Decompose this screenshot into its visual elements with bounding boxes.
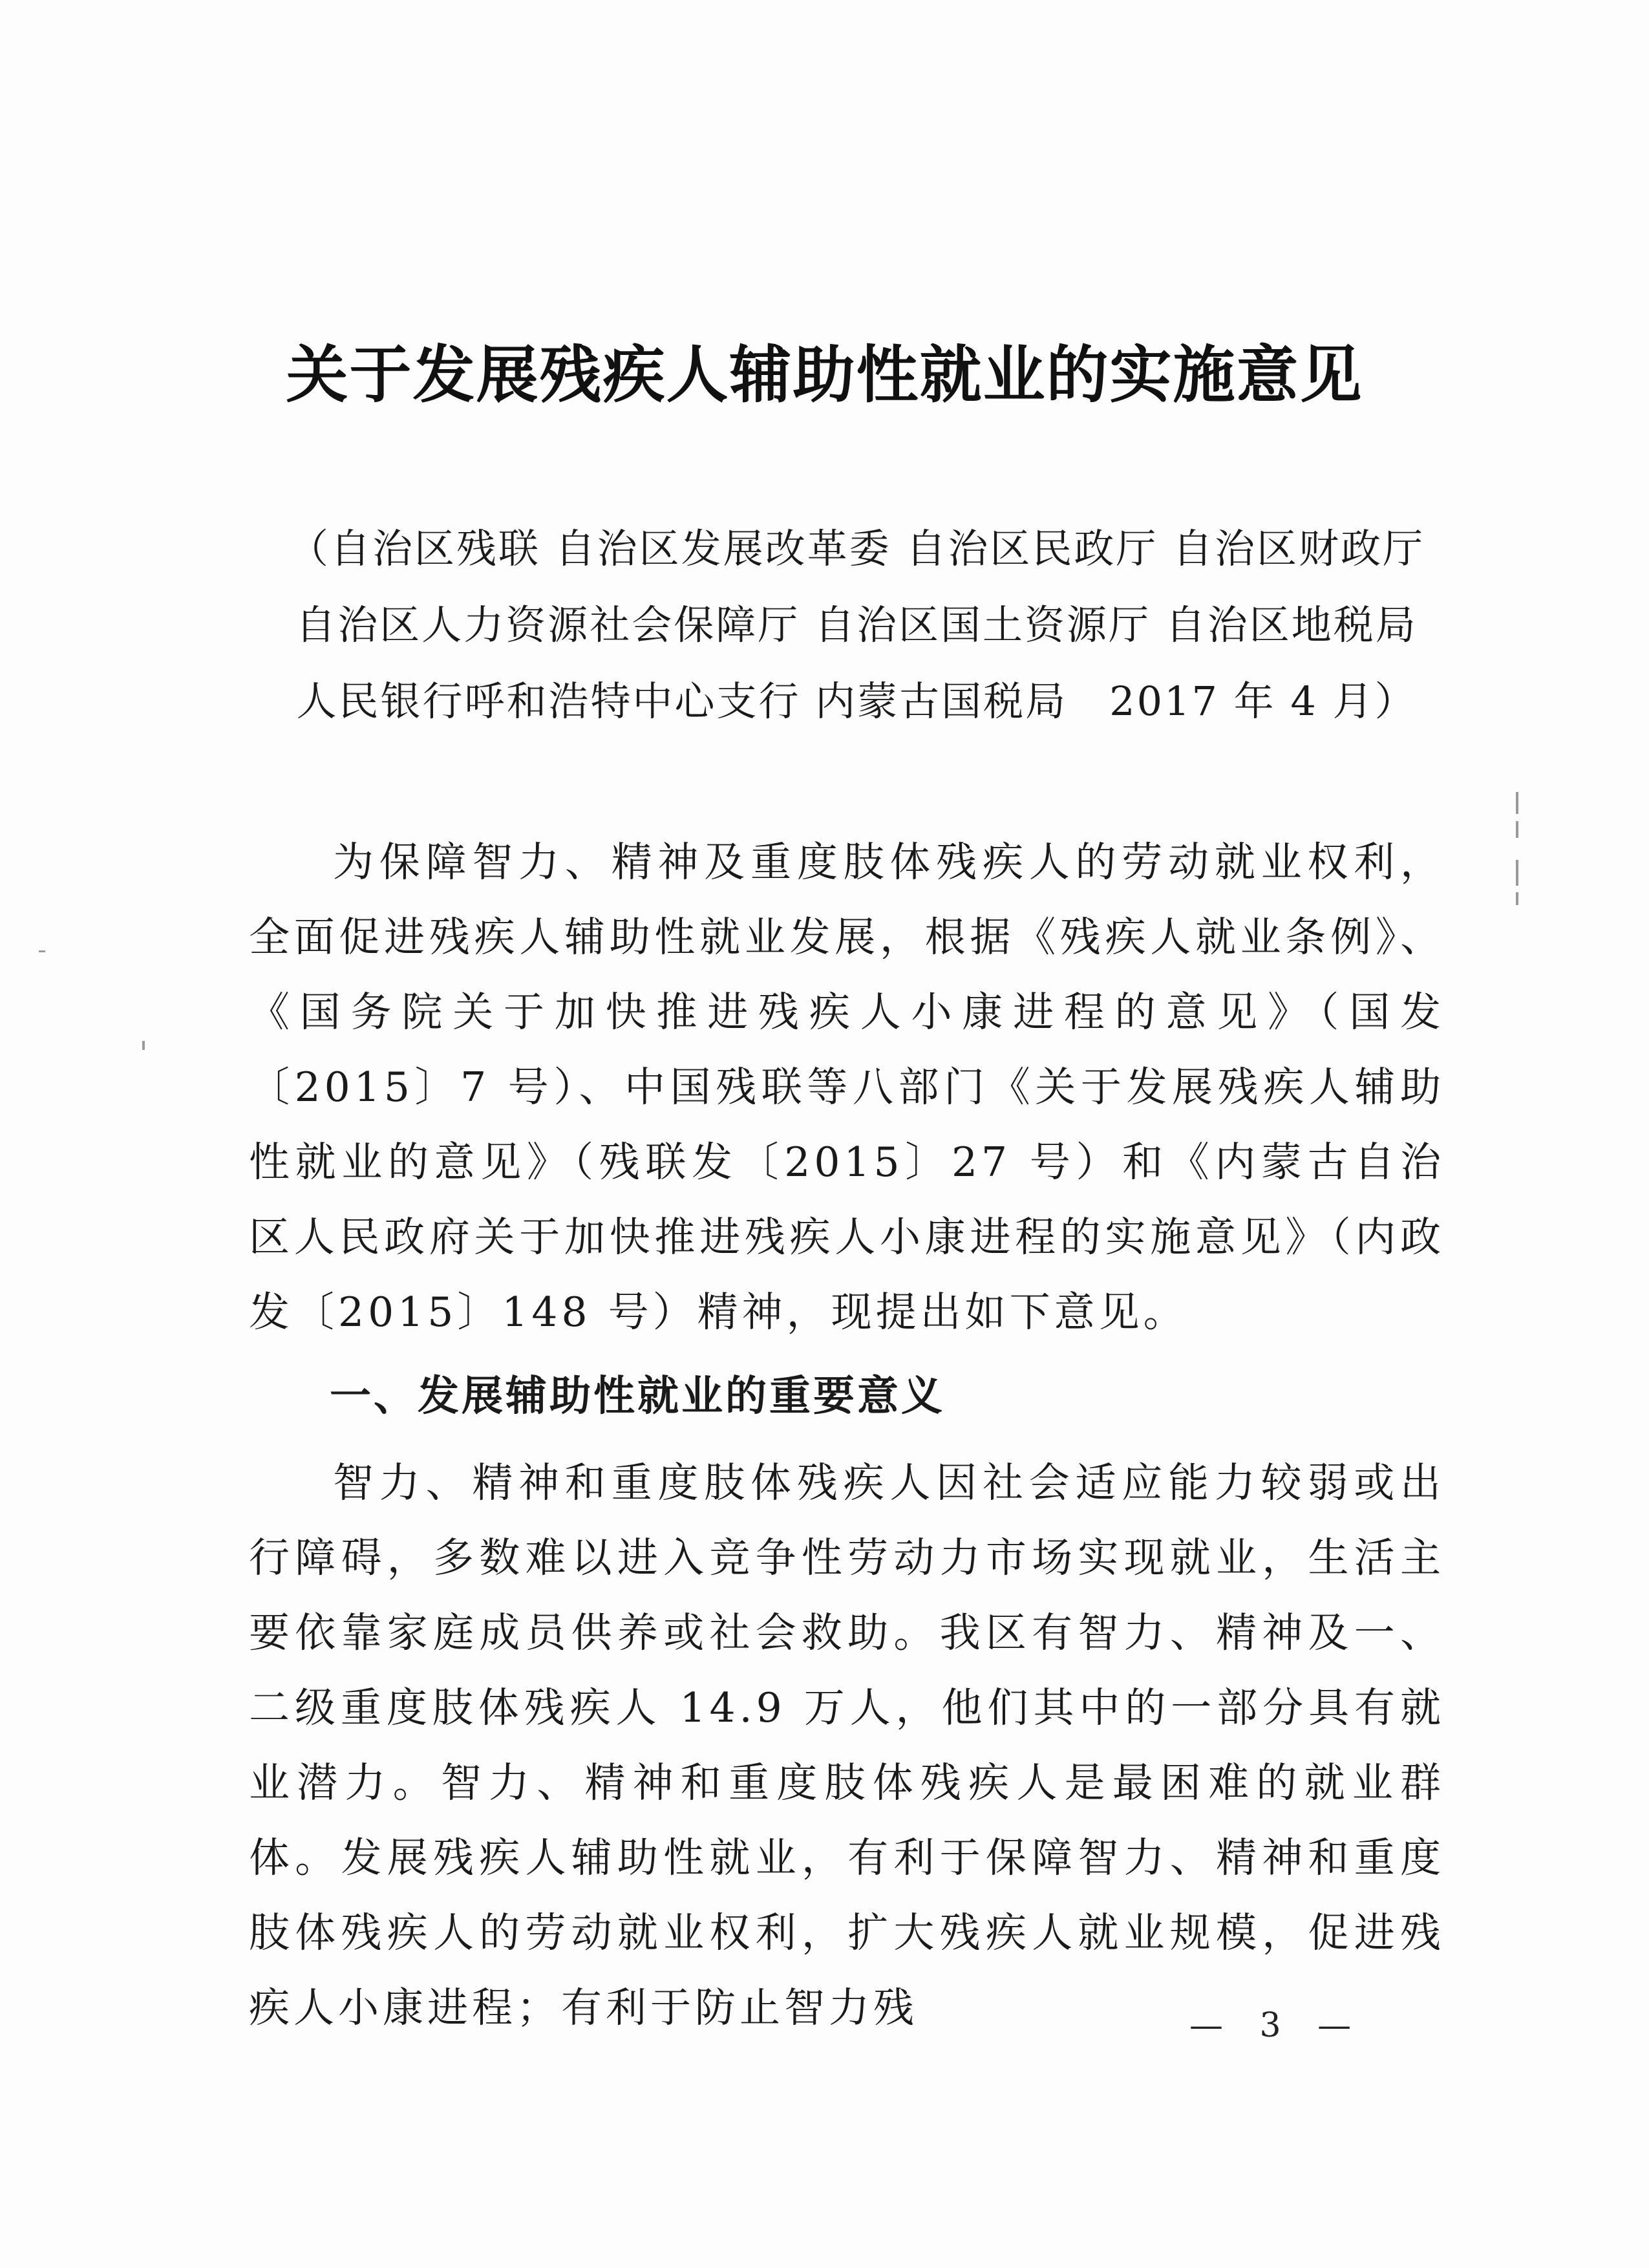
section-heading: 一、发展辅助性就业的重要意义 [330, 1373, 945, 1420]
issuers-line-2: 自治区人力资源社会保障厅 自治区国土资源厅 自治区地税局 [295, 601, 1418, 648]
scan-artifact [1516, 860, 1518, 886]
issuers-line-3: 人民银行呼和浩特中心支行 内蒙古国税局 2017 年 4 月） [296, 678, 1417, 725]
scan-artifact [39, 950, 45, 952]
scan-artifact [1516, 792, 1518, 814]
scan-artifact [142, 1041, 145, 1050]
scan-artifact [1516, 821, 1518, 838]
issuers-line-1: （自治区残联 自治区发展改革委 自治区民政厅 自治区财政厅 [288, 525, 1425, 572]
document-title: 关于发展残疾人辅助性就业的实施意见 [286, 339, 1363, 411]
intro-paragraph: 为保障智力、精神及重度肢体残疾人的劳动就业权利，全面促进残疾人辅助性就业发展，根据《残疾人就业条例》、《国务院关于加快推进残疾人小康进程的意见》（国发〔2015〕7 号）、中国残联等八部门《关于发展残疾人辅助性就业的意见》（残联发〔2015〕27 号）和《内蒙古自治区人民政府关于加快推进残疾人小康进程的实施意见》（内政发〔2015〕148 号）精神，现提出如下意见。 [249, 839, 1445, 1336]
issuing-organizations [259, 511, 1454, 740]
section-paragraph: 智力、精神和重度肢体残疾人因社会适应能力较弱或出行障碍，多数难以进入竞争性劳动力市场实现就业，生活主要依靠家庭成员供养或社会救助。我区有智力、精神及一、二级重度肢体残疾人 14.9 万人，他们其中的一部分具有就业潜力。智力、精神和重度肢体残疾人是最困难的就业群体。发展残疾人辅助性就业，有利于保障智力、精神和重度肢体残疾人的劳动就业权利，扩大残疾人就业规模，促进残疾人小康进程；有利于防止智力残 [249, 1459, 1445, 2031]
scan-artifact [1516, 892, 1518, 905]
page-number: — 3 — [1189, 2006, 1365, 2045]
